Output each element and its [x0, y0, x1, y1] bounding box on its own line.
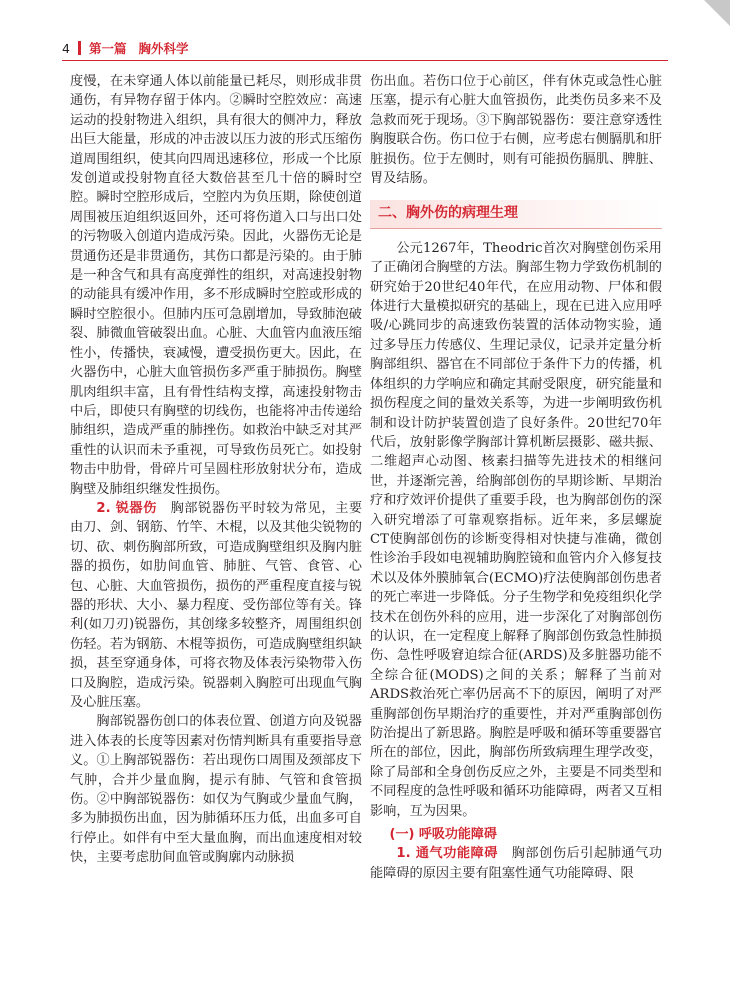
chapter-label: 第一篇: [88, 41, 127, 56]
right-column: [370, 72, 662, 883]
paragraph: 胸部锐器伤创口的体表位置、创道方向及锐器进入体表的长度等因素对伤情判断具有重要指导意义。①上胸部锐器伤：若出现伤口周围及颈部皮下气肿，合并少量血胸，提示有肺、气管和食管损伤。②中胸部锐器伤：如仅为气胸或少量血气胸，多为肺损伤出血，因为肺循环压力低，出血多可自行停止。如伴有中至大量血胸，而出血速度相对较快，主要考虑肋间血管或胸廓内动脉损: [70, 714, 362, 866]
page-number: 4: [62, 40, 70, 56]
paragraph: 伤出血。若伤口位于心前区，伴有休克或急性心脏压塞，提示有心脏大血管损伤，此类伤员多来不及急救而死于现场。③下胸部锐器伤：要注意穿透性胸腹联合伤。伤口位于右侧，应考虑右侧膈肌和肝脏损伤。位于左侧时，则有可能损伤膈肌、脾脏、胃及结肠。: [370, 74, 662, 187]
paragraph-stab-wound: [70, 499, 362, 712]
header-rule: [62, 60, 668, 61]
stab-wound-label: 2. 锐器伤: [96, 500, 157, 516]
page-corner-fold: [704, 0, 730, 26]
chapter-title: 胸外科学: [138, 41, 189, 56]
paragraph: 公元1267年，Theodric首次对胸壁创伤采用了正确闭合胸壁的方法。胸部生物力学致伤机制的研究始于20世纪40年代，在应用动物、尸体和假体进行大量模拟研究的基础上，现在已进入应用呼吸/心跳同步的高速致伤装置的活体动物实验，通过多导压力传感仪、生理记录仪，记录并定量分析胸部组织、器官在不同部位于条件下力的传播，机体组织的力学响应和确定其耐受限度，研究能量和损伤程度之间的量效关系等，为进一步阐明致伤机制和设计防护装置创造了良好条件。20世纪70年代后，放射影像学胸部计算机断层摄影、磁共振、二维超声心动图、核素扫描等先进技术的相继问世，并逐渐完善，给胸部创伤的早期诊断、早期治疗和疗效评价提供了重要手段，也为胸部创伤的深入研究增添了可靠观察指标。近年来，多层螺旋CT使胸部创伤的诊断变得相对快捷与准确，微创性诊治手段如电视辅助胸腔镜和血管内介入修复技术以及体外膜肺氧合(ECMO)疗法使胸部创伤患者的死亡率进一步降低。分子生物学和免疫组织化学技术在创伤外科的应用，进一步深化了对胸部创伤的认识，在一定程度上解释了胸部创伤致急性肺损伤、急性呼吸窘迫综合征(ARDS)及多脏器功能不全综合征(MODS)之间的关系；解释了当前对ARDS救治死亡率仍居高不下的原因，阐明了对严重胸部创伤早期治疗的重要性，并对严重胸部创伤防治提出了新思路。胸腔是呼吸和循环等重要器官所在的部位，因此，胸部伤所致病理生理学改变，除了局部和全身创伤反应之外，主要是不同类型和不同程度的急性呼吸和循环功能障碍，两者又互相影响，互为因果。: [370, 240, 662, 819]
ventilation-label: 1. 通气功能障碍: [396, 846, 498, 862]
section-heading: 二、胸外伤的病理生理: [370, 200, 662, 228]
left-column: [70, 72, 362, 868]
running-header: [62, 38, 668, 58]
header-divider: [78, 41, 81, 55]
paragraph-text: 胸部锐器伤平时较为常见，主要由刀、剑、钢筋、竹竿、木棍，以及其他尖锐物的切、砍、刺伤胸部所致，可造成胸壁组织及胸内脏器的损伤，如肋间血管、肺脏、气管、食管、心包、心脏、大血管损伤，损伤的严重程度直接与锐器的形状、大小、暴力程度、受伤部位等有关。锋利(如刀刃)锐器伤，其创缘多较整齐，周围组织创伤轻。若为钢筋、木棍等损伤，可造成胸壁组织缺损，甚至穿通身体，可将衣物及体表污染物带入伤口及胸腔，造成污染。锐器刺入胸腔可出现血气胸及心脏压塞。: [70, 500, 363, 710]
subsection-heading: (一) 呼吸功能障碍: [389, 827, 497, 843]
paragraph-ventilation: [370, 844, 662, 883]
paragraph-text: 胸部创伤后引起肺通气功能障碍的原因主要有阻塞性通气功能障碍、限: [370, 846, 663, 881]
paragraph: 度慢，在未穿通人体以前能量已耗尽，则形成非贯通伤，有异物存留于体内。②瞬时空腔效应：高速运动的投射物进入组织，具有很大的侧冲力，释放出巨大能量，形成的冲击波以压力波的形式压缩伤道周围组织，使其向四周迅速移位，形成一个比原发创道或投射物直径大数倍甚至几十倍的瞬时空腔。瞬时空腔形成后，空腔内为负压期，除使创道周围被压迫组织返回外，还可将伤道入口与出口处的污物吸入创道内造成污染。因此，火器伤无论是贯通伤还是非贯通伤，其伤口都是污染的。由于肺是一种含气和具有高度弹性的组织，对高速投射物的动能具有缓冲作用，多不形成瞬时空腔或形成的瞬时空腔很小。但肺内压可急剧增加，导致肺泡破裂、肺微血管破裂出血。心脏、大血管内血液压缩性小，传播快，衰减慢，遭受损伤更大。因此，在火器伤中，心脏大血管损伤多严重于肺损伤。胸壁肌肉组织丰富，且有骨性结构支撑，高速投射物击中后，即使只有胸壁的切线伤，也能将冲击传递给肺组织，造成严重的肺挫伤。如救治中缺乏对其严重性的认识而未予重视，可导致伤员死亡。如投射物击中肋骨，骨碎片可呈圆柱形放射状分布，造成胸壁及肺组织继发性损伤。: [70, 74, 362, 497]
